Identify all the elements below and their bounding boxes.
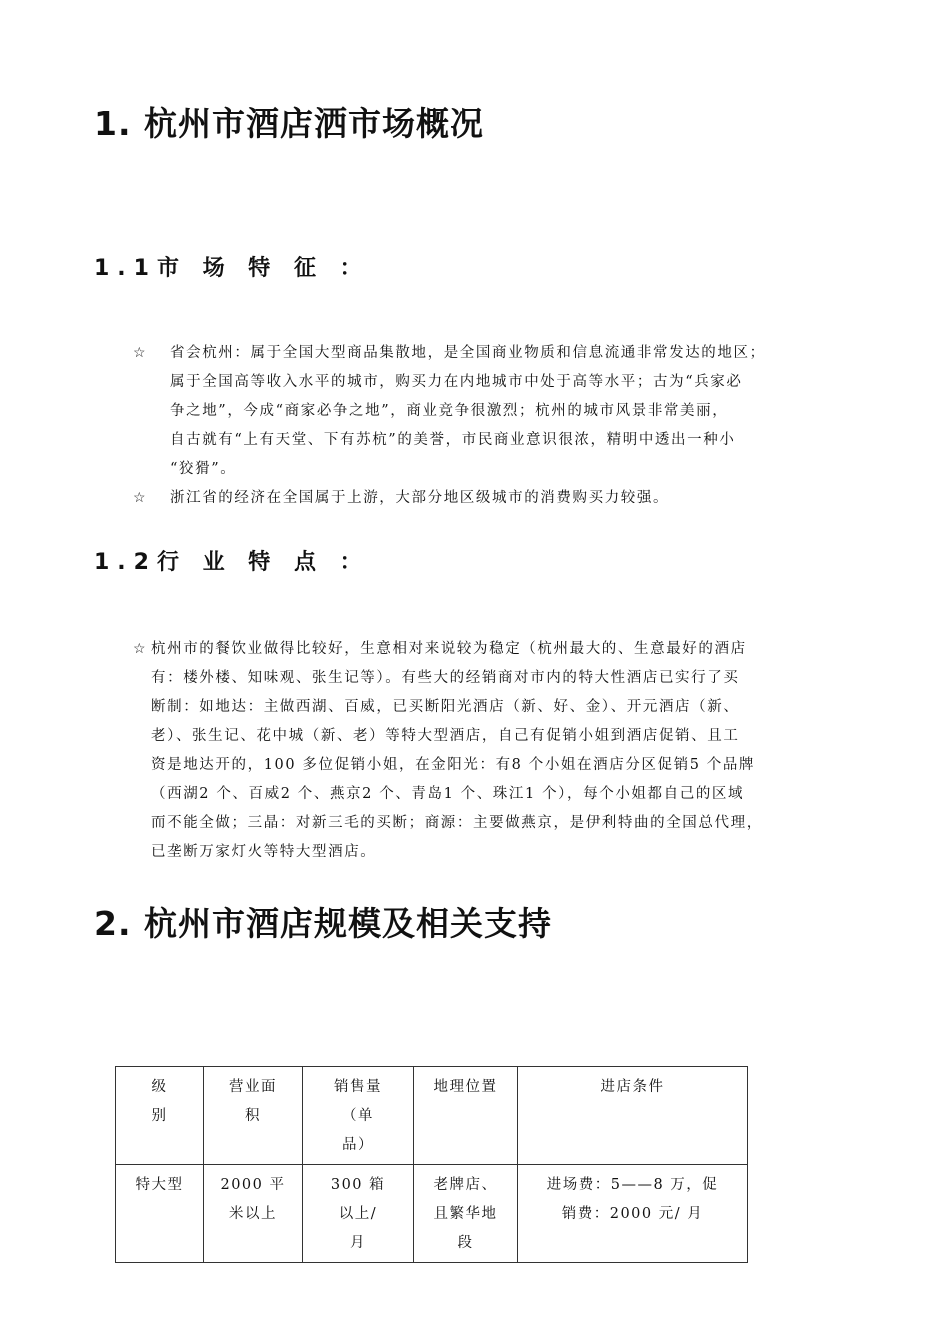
cell-text: 段 [457,1235,474,1251]
cell-text: 销售量 [334,1079,382,1095]
cell-text: 进店条件 [600,1079,665,1095]
cell-text: 特大型 [135,1177,184,1193]
cell-text: 老牌店、 [433,1177,498,1193]
market-feature-paragraph-2 [170,484,669,513]
cell-sales [303,1165,414,1263]
header-cell-sales [303,1067,414,1165]
table-header-row [116,1067,748,1165]
cell-text: 营业面 [229,1079,277,1095]
text-line: 省会杭州：属于全国大型商品集散地，是全国商业物质和信息流通非常发达的地区； [170,345,766,361]
cell-text: 品） [342,1137,374,1153]
section-2-heading: 2. 杭州市酒店规模及相关支持 [94,904,552,943]
text-line: （西湖2 个、百威2 个、燕京2 个、青岛1 个、珠江1 个），每个小姐都自己的区域 [151,786,745,802]
industry-feature-paragraph [151,635,763,867]
cell-location [414,1165,518,1263]
subsection-1-1-heading: 1.1市 场 特 征 ： [94,256,370,281]
text-line: 杭州市的餐饮业做得比较好，生意相对来说较为稳定（杭州最大的、生意最好的酒店 [151,641,747,657]
cell-text: 月 [350,1235,366,1251]
text-line: “狡猾”。 [170,461,237,477]
star-bullet-icon: ☆ [133,345,146,361]
header-cell-area [204,1067,303,1165]
cell-text: 且繁华地 [433,1206,498,1222]
subsection-1-2-heading: 1.2行 业 特 点 ： [94,550,370,575]
header-cell-conditions [518,1067,748,1165]
cell-conditions [518,1165,748,1263]
cell-text: 进场费：5——8 万，促 [546,1177,719,1193]
cell-text: 300 箱 [330,1177,386,1193]
star-bullet-icon: ☆ [133,490,146,506]
text-line: 浙江省的经济在全国属于上游，大部分地区级城市的消费购买力较强。 [170,490,670,506]
text-line: 老）、张生记、花中城（新、老）等特大型酒店，自己有促销小姐到酒店促销、且工 [151,728,740,744]
market-feature-paragraph-1 [170,339,766,484]
header-cell-location [414,1067,518,1165]
hotel-scale-table [115,1066,748,1263]
text-line: 资是地达开的，100 多位促销小姐，在金阳光：有8 个小姐在酒店分区促销5 个品牌 [151,757,756,773]
cell-text: 级 [151,1079,168,1095]
text-line: 争之地”，今成“商家必争之地”，商业竞争很激烈；杭州的城市风景非常美丽， [170,403,729,419]
cell-text: 地理位置 [433,1079,498,1095]
text-line: 属于全国高等收入水平的城市，购买力在内地城市中处于高等水平；古为“兵家必 [170,374,743,390]
table-row [116,1165,748,1263]
header-cell-level [116,1067,204,1165]
cell-text: 2000 平 [220,1177,286,1193]
cell-level [116,1165,204,1263]
text-line: 自古就有“上有天堂、下有苏杭”的美誉，市民商业意识很浓，精明中透出一种小 [170,432,736,448]
cell-area [204,1165,303,1263]
text-line: 断制：如地达：主做西湖、百威，已买断阳光酒店（新、好、金）、开元酒店（新、 [151,699,740,715]
text-line: 有：楼外楼、知味观、张生记等）。有些大的经销商对市内的特大性酒店已实行了买 [151,670,740,686]
cell-text: （单 [342,1108,374,1124]
cell-text: 积 [245,1108,261,1124]
cell-text: 别 [151,1108,168,1124]
star-bullet-icon: ☆ [133,641,146,657]
text-line: 而不能全做；三晶：对新三毛的买断；商源：主要做燕京，是伊利特曲的全国总代理， [151,815,763,831]
text-line: 已垄断万家灯火等特大型酒店。 [151,844,377,860]
cell-text: 米以上 [229,1206,277,1222]
section-1-heading: 1. 杭州市酒店洒市场概况 [94,104,484,143]
cell-text: 以上/ [338,1206,378,1222]
cell-text: 销费：2000 元/ 月 [561,1206,704,1222]
